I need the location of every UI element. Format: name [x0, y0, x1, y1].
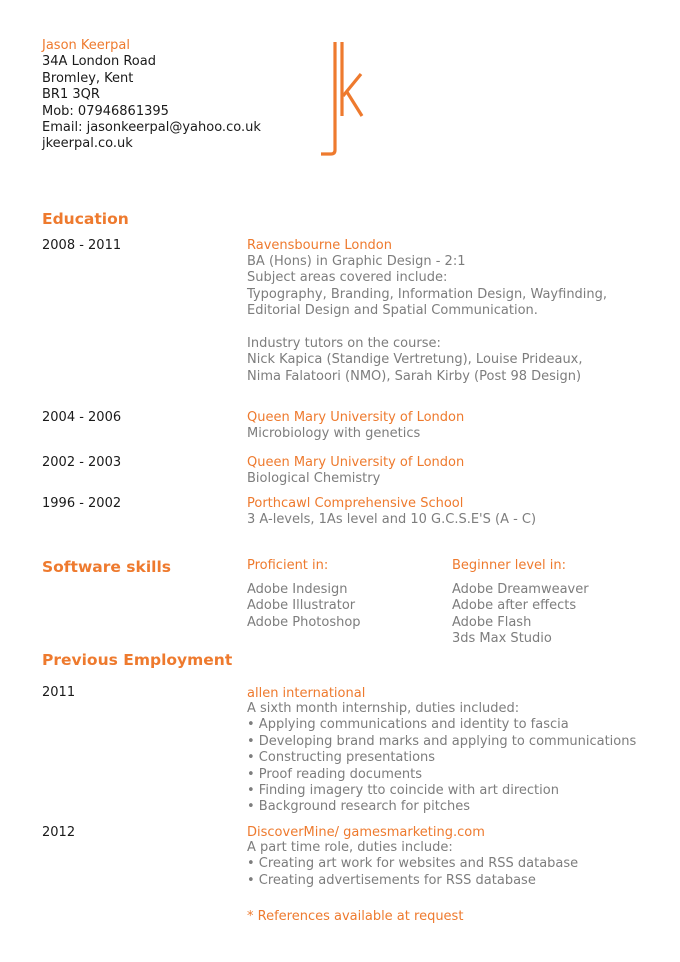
address-line-2: Bromley, Kent: [42, 70, 134, 86]
detail-line: Subject areas covered include:: [247, 270, 448, 286]
education-entry-3: [247, 455, 464, 487]
education-entry-2: [247, 410, 464, 442]
proficient-title: Proficient in:: [247, 558, 329, 573]
company-name: DiscoverMine/ gamesmarketing.com: [247, 825, 485, 840]
duty-item: • Constructing presentations: [247, 750, 436, 766]
education-date-4: 1996 - 2002: [42, 496, 122, 511]
detail-line: A sixth month internship, duties included:: [247, 701, 520, 716]
contact-name: Jason Keerpal: [42, 38, 130, 53]
email[interactable]: Email: jasonkeerpal@yahoo.co.uk: [42, 120, 261, 136]
institution-name: Queen Mary University of London: [247, 455, 465, 470]
duty-item: • Developing brand marks and applying to communications: [247, 733, 637, 749]
references-note: * References available at request: [247, 909, 464, 924]
institution-name: Ravensbourne London: [247, 238, 392, 253]
detail-line: Nick Kapica (Standige Vertretung), Louise Prideaux,: [247, 352, 583, 368]
skill-item: Adobe Photoshop: [247, 614, 361, 630]
detail-line: Nima Falatoori (NMO), Sarah Kirby (Post 98 Design): [247, 368, 582, 384]
detail-line: Editorial Design and Spatial Communication.: [247, 303, 538, 319]
address-line-1: 34A London Road: [42, 54, 156, 70]
duty-item: • Background research for pitches: [247, 799, 470, 815]
duty-item: • Creating advertisements for RSS database: [247, 872, 536, 888]
detail-line: Typography, Branding, Information Design, Wayfinding,: [247, 286, 608, 302]
education-heading: Education: [42, 210, 129, 228]
skill-item: 3ds Max Studio: [452, 631, 552, 647]
detail-line: Biological Chemistry: [247, 471, 381, 486]
beginner-title: Beginner level in:: [452, 558, 567, 573]
detail-line: 3 A-levels, 1As level and 10 G.C.S.E'S (A - C): [247, 512, 537, 527]
skill-item: Adobe Illustrator: [247, 598, 356, 614]
institution-name: Queen Mary University of London: [247, 410, 465, 425]
employment-date-1: 2011: [42, 685, 76, 700]
software-heading: Software skills: [42, 558, 171, 576]
institution-name: Porthcawl Comprehensive School: [247, 496, 464, 511]
beginner-column: [452, 558, 589, 648]
duty-item: • Creating art work for websites and RSS database: [247, 856, 579, 872]
detail-line: Industry tutors on the course:: [247, 336, 441, 352]
education-date-3: 2002 - 2003: [42, 455, 122, 470]
employment-entry-2: [247, 825, 578, 889]
postcode: BR1 3QR: [42, 87, 100, 103]
employment-heading: Previous Employment: [42, 651, 233, 669]
detail-spacer: [247, 320, 607, 336]
employment-date-2: 2012: [42, 825, 76, 840]
skill-item: Adobe after effects: [452, 598, 577, 614]
contact-block: [42, 38, 261, 153]
jk-logo: [316, 38, 366, 158]
website[interactable]: jkeerpal.co.uk: [42, 136, 133, 152]
detail-line: A part time role, duties include:: [247, 840, 453, 855]
skill-item: Adobe Dreamweaver: [452, 582, 589, 597]
education-entry-1: [247, 238, 607, 385]
duty-item: • Proof reading documents: [247, 766, 422, 782]
skill-item: Adobe Flash: [452, 614, 532, 630]
employment-entry-1: [247, 686, 636, 816]
detail-line: BA (Hons) in Graphic Design - 2:1: [247, 254, 466, 269]
education-date-2: 2004 - 2006: [42, 410, 122, 425]
education-entry-4: [247, 496, 536, 528]
duty-item: • Applying communications and identity to fascia: [247, 717, 569, 733]
detail-line: Microbiology with genetics: [247, 426, 421, 441]
proficient-column: [247, 558, 361, 631]
company-name: allen international: [247, 686, 366, 701]
duty-item: • Finding imagery tto coincide with art direction: [247, 783, 559, 799]
skill-item: Adobe Indesign: [247, 582, 348, 597]
education-date-1: 2008 - 2011: [42, 238, 122, 253]
mobile: Mob: 07946861395: [42, 103, 169, 119]
